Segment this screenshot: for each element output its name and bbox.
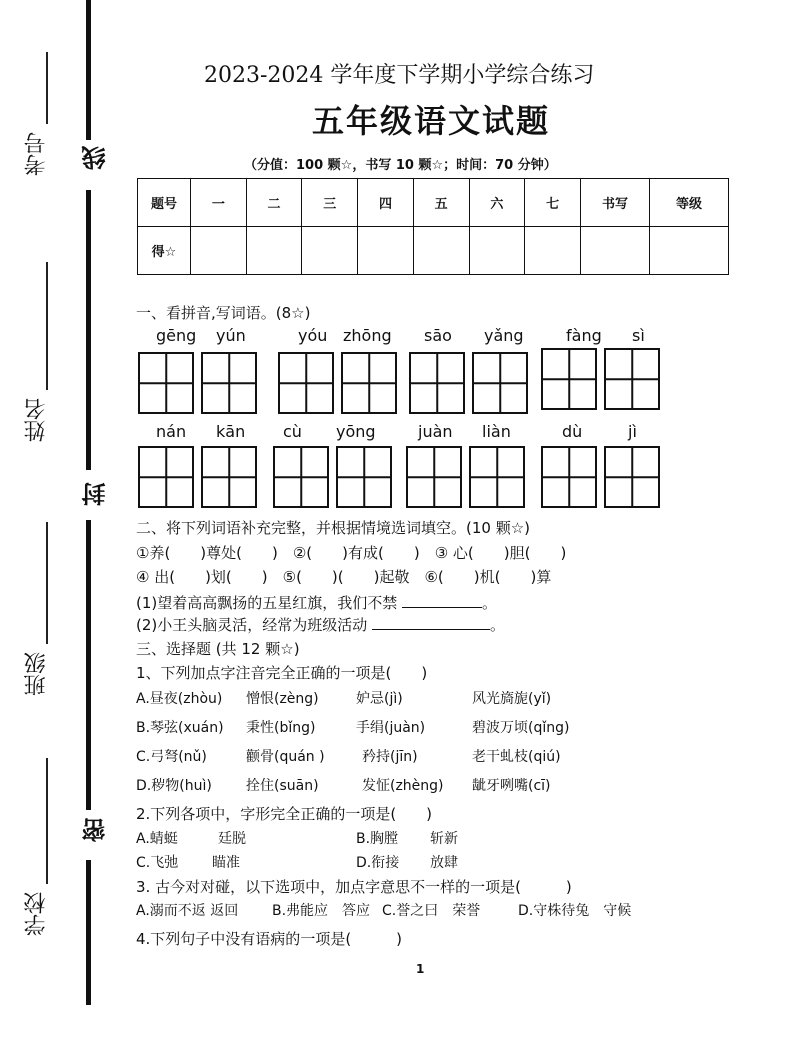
q1-option-b2: 秉性(bǐng) bbox=[246, 720, 316, 736]
q2-option-a[interactable]: A.蜻蜓 bbox=[136, 831, 178, 847]
binding-line-top bbox=[86, 0, 91, 140]
q2-option-b[interactable]: B.胸膛 bbox=[356, 831, 399, 847]
class-label: 班级 bbox=[24, 652, 49, 696]
pinyin-label: gēng bbox=[156, 326, 197, 345]
q3-option-b[interactable]: B.弗能应 答应 bbox=[272, 903, 371, 919]
section3-q3: 3. 古今对对碰，以下选项中，加点字意思不一样的一项是( ) bbox=[136, 878, 572, 896]
writing-grid-box[interactable] bbox=[541, 348, 597, 410]
exam-year-title: 2023-2024 学年度下学期小学综合练习 bbox=[204, 63, 595, 88]
score-cell[interactable] bbox=[469, 227, 525, 275]
section2-line1: ①养( )尊处( ) ②( )有成( ) ③ 心( )胆( ) bbox=[136, 544, 567, 562]
writing-grid-box[interactable] bbox=[604, 446, 660, 508]
writing-grid-box[interactable] bbox=[604, 348, 660, 410]
table-cell: 三 bbox=[302, 179, 358, 227]
pinyin-label: kān bbox=[216, 422, 246, 441]
name-line bbox=[46, 262, 48, 390]
table-cell: 四 bbox=[358, 179, 414, 227]
writing-grid-box[interactable] bbox=[472, 352, 528, 414]
section3-q2: 2.下列各项中，字形完全正确的一项是( ) bbox=[136, 805, 433, 823]
writing-grid-box[interactable] bbox=[201, 352, 257, 414]
q3-option-d[interactable]: D.守株待兔 守候 bbox=[518, 903, 632, 919]
writing-grid-box[interactable] bbox=[336, 446, 392, 508]
answer-blank[interactable] bbox=[402, 607, 482, 608]
score-cell[interactable] bbox=[581, 227, 650, 275]
section2-question1 bbox=[136, 592, 497, 613]
exam-main-title: 五年级语文试题 bbox=[312, 102, 551, 140]
name-label: 姓名 bbox=[24, 398, 49, 442]
answer-blank[interactable] bbox=[372, 629, 490, 630]
writing-grid-box[interactable] bbox=[278, 352, 334, 414]
section2-title: 二、将下列词语补充完整，并根据情境选词填空。(10 颗☆) bbox=[136, 519, 531, 537]
exam-number-label: 考号 bbox=[24, 132, 49, 176]
q3-option-a[interactable]: A.溺而不返 返回 bbox=[136, 903, 239, 919]
pinyin-label: sāo bbox=[424, 326, 452, 345]
table-cell: 二 bbox=[246, 179, 302, 227]
table-cell: 六 bbox=[469, 179, 525, 227]
q1-option-d2: 拴住(suān) bbox=[246, 778, 319, 794]
pinyin-label: zhōng bbox=[343, 326, 392, 345]
score-cell[interactable] bbox=[191, 227, 247, 275]
table-cell: 一 bbox=[191, 179, 247, 227]
q1-option-c3: 矜持(jīn) bbox=[362, 749, 418, 765]
q1-option-a3: 妒忌(jì) bbox=[356, 691, 403, 707]
pinyin-label: sì bbox=[632, 326, 645, 345]
score-cell[interactable] bbox=[358, 227, 414, 275]
writing-grid-box[interactable] bbox=[469, 446, 525, 508]
binding-line-bottom bbox=[86, 860, 91, 1005]
period: 。 bbox=[490, 616, 506, 634]
score-table bbox=[137, 178, 729, 275]
q1-option-d3: 发怔(zhèng) bbox=[362, 778, 444, 794]
q2-option-d[interactable]: D.衔接 bbox=[356, 855, 400, 871]
pinyin-label: yóu bbox=[298, 326, 328, 345]
section2-question2 bbox=[136, 614, 505, 635]
q2-option-a-word2: 廷脱 bbox=[218, 831, 246, 847]
q1-option-d4: 龇牙咧嘴(cī) bbox=[472, 778, 551, 794]
page-number: 1 bbox=[416, 962, 425, 976]
table-cell: 书写 bbox=[581, 179, 650, 227]
pinyin-label: yǎng bbox=[484, 326, 524, 345]
seal-char-mi: 密 bbox=[78, 814, 113, 846]
writing-grid-box[interactable] bbox=[138, 446, 194, 508]
writing-grid-box[interactable] bbox=[138, 352, 194, 414]
q2-option-b-word2: 斩新 bbox=[430, 831, 458, 847]
q1-option-b3: 手绢(juàn) bbox=[356, 720, 426, 736]
question-text: (2)小王头脑灵活，经常为班级活动 bbox=[136, 616, 368, 634]
score-cell[interactable] bbox=[413, 227, 469, 275]
exam-number-line bbox=[46, 52, 48, 124]
q1-option-a1[interactable]: A.昼夜(zhòu) bbox=[136, 691, 223, 707]
period: 。 bbox=[482, 594, 498, 612]
pinyin-label: dù bbox=[562, 422, 583, 441]
pinyin-label: yōng bbox=[336, 422, 376, 441]
q1-option-c2: 颧骨(quán ) bbox=[246, 749, 325, 765]
table-cell: 等级 bbox=[650, 179, 729, 227]
question-text: (1)望着高高飘扬的五星红旗，我们不禁 bbox=[136, 594, 398, 612]
q2-option-c[interactable]: C.飞弛 bbox=[136, 855, 179, 871]
table-cell: 五 bbox=[413, 179, 469, 227]
score-cell[interactable] bbox=[650, 227, 729, 275]
seal-char-xian: 线 bbox=[78, 142, 113, 174]
table-cell: 题号 bbox=[138, 179, 191, 227]
section1-title: 一、看拼音,写词语。(8☆) bbox=[136, 304, 311, 322]
q1-option-b1[interactable]: B.琴弦(xuán) bbox=[136, 720, 224, 736]
binding-line-mid2 bbox=[86, 520, 91, 810]
q1-option-a2: 憎恨(zèng) bbox=[246, 691, 319, 707]
school-label: 学校 bbox=[24, 892, 49, 936]
section3-title: 三、选择题 (共 12 颗☆) bbox=[136, 640, 300, 658]
q1-option-b4: 碧波万顷(qǐng) bbox=[472, 720, 570, 736]
pinyin-label: nán bbox=[156, 422, 187, 441]
binding-line-mid1 bbox=[86, 190, 91, 470]
exam-info: （分值：100 颗☆，书写 10 颗☆；时间：70 分钟） bbox=[244, 158, 557, 173]
writing-grid-box[interactable] bbox=[273, 446, 329, 508]
pinyin-label: yún bbox=[216, 326, 246, 345]
class-line bbox=[46, 522, 48, 644]
q1-option-a4: 风光旖旎(yǐ) bbox=[472, 691, 552, 707]
q1-option-c1[interactable]: C.弓弩(nǔ) bbox=[136, 749, 207, 765]
pinyin-label: jì bbox=[628, 422, 637, 441]
seal-char-feng: 封 bbox=[78, 478, 113, 510]
pinyin-label: juàn bbox=[418, 422, 453, 441]
score-cell[interactable] bbox=[525, 227, 581, 275]
section2-line2: ④ 出( )划( ) ⑤( )( )起敬 ⑥( )机( )算 bbox=[136, 568, 552, 586]
q3-option-c[interactable]: C.誉之曰 荣誉 bbox=[382, 903, 481, 919]
section3-q1: 1、下列加点字注音完全正确的一项是( ) bbox=[136, 664, 428, 682]
school-line bbox=[46, 758, 48, 884]
pinyin-label: liàn bbox=[482, 422, 511, 441]
writing-grid-box[interactable] bbox=[541, 446, 597, 508]
pinyin-label: fàng bbox=[566, 326, 602, 345]
writing-grid-box[interactable] bbox=[406, 446, 462, 508]
table-cell: 七 bbox=[525, 179, 581, 227]
score-table-score-row bbox=[138, 227, 729, 275]
score-table-header-row bbox=[138, 179, 729, 227]
q1-option-d1[interactable]: D.秽物(huì) bbox=[136, 778, 212, 794]
q2-option-c-word2: 瞄准 bbox=[212, 855, 240, 871]
section3-q4: 4.下列句子中没有语病的一项是( ) bbox=[136, 930, 403, 948]
q1-option-c4: 老干虬枝(qiú) bbox=[472, 749, 561, 765]
pinyin-label: cù bbox=[283, 422, 302, 441]
score-cell[interactable] bbox=[246, 227, 302, 275]
score-cell[interactable] bbox=[302, 227, 358, 275]
table-cell: 得☆ bbox=[138, 227, 191, 275]
q2-option-d-word2: 放肆 bbox=[430, 855, 458, 871]
writing-grid-box[interactable] bbox=[409, 352, 465, 414]
writing-grid-box[interactable] bbox=[341, 352, 397, 414]
writing-grid-box[interactable] bbox=[201, 446, 257, 508]
